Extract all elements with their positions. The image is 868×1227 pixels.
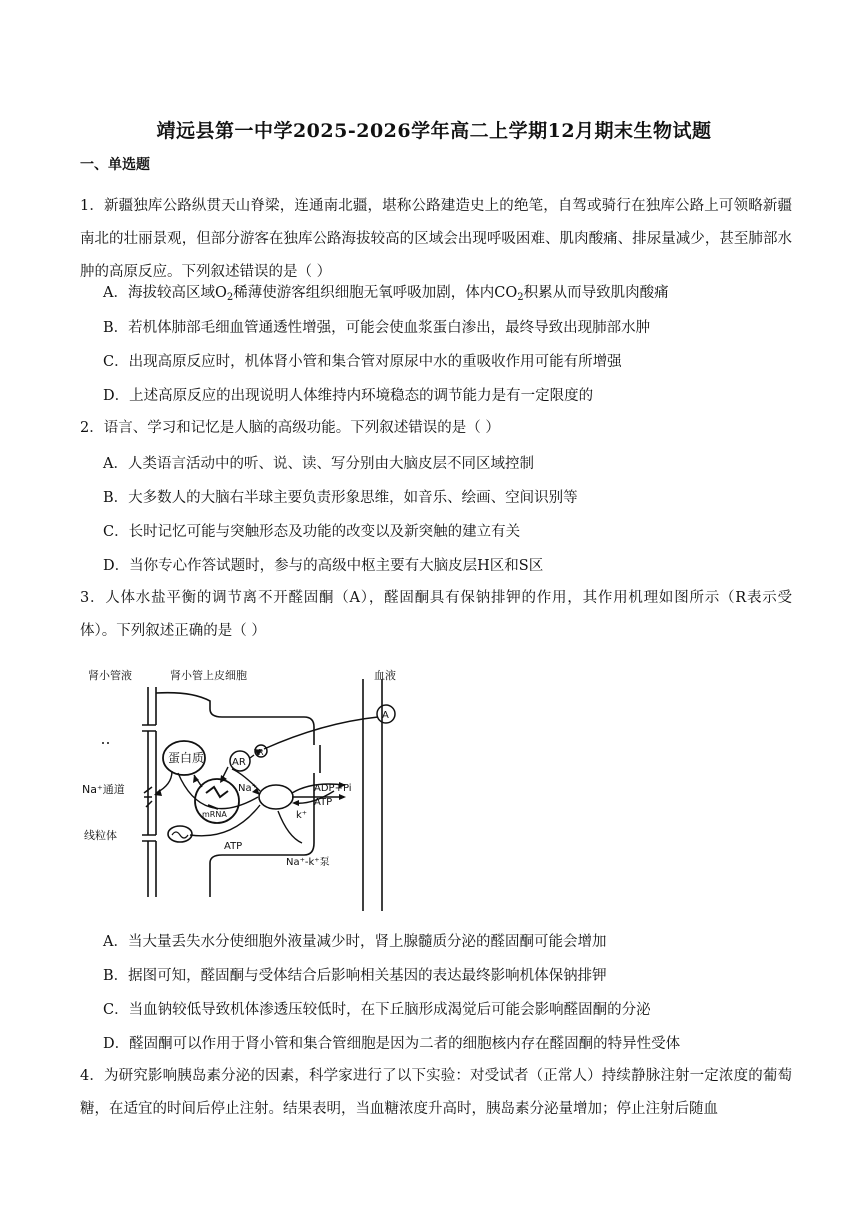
question-2-option-c: C．长时记忆可能与突触形态及功能的改变以及新突触的建立有关 xyxy=(103,524,521,540)
diagram-labels xyxy=(82,668,396,868)
label-na-inside: Na⁺ xyxy=(238,783,257,794)
mitochondrion-cristae xyxy=(172,832,188,838)
na-k-pump xyxy=(259,785,293,809)
label-atp-mito: ATP xyxy=(224,841,243,852)
question-1-option-c: C．出现高原反应时，机体肾小管和集合管对原尿中水的重吸收作用可能有所增强 xyxy=(103,354,622,370)
question-2-option-b: B．大多数人的大脑右半球主要负责形象思维，如音乐、绘画、空间识别等 xyxy=(103,490,578,506)
question-2-stem: 2．语言、学习和记忆是人脑的高级功能。下列叙述错误的是（ ） xyxy=(80,420,500,436)
question-3-option-d: D．醛固酮可以作用于肾小管和集合管细胞是因为二者的细胞核内存在醛固酮的特异性受体 xyxy=(103,1036,681,1052)
question-3-option-a: A．当大量丢失水分使细胞外液量减少时，肾上腺髓质分泌的醛固酮可能会增加 xyxy=(103,934,607,950)
label-epithelial-cell: 肾小管上皮细胞 xyxy=(170,669,247,682)
label-adp-pi: ADP+Pi xyxy=(314,783,352,794)
question-1-option-a: A．海拔较高区域$O_2$稀薄使游客组织细胞无氧呼吸加剧，体内$CO_2$积累从而导致肌肉酸痛 xyxy=(103,285,669,303)
question-2-option-d: D．当你专心作答试题时，参与的高级中枢主要有大脑皮层H区和S区 xyxy=(103,558,544,574)
question-4-stem: 4．为研究影响胰岛素分泌的因素，科学家进行了以下实验：对受试者（正常人）持续静脉注射一定浓度的葡萄糖，在适宜的时间后停止注射。结果表明，当血糖浓度升高时，胰岛素分泌量增加；停止注射后随血 xyxy=(80,1068,792,1117)
label-k: k⁺ xyxy=(296,810,308,821)
question-1-stem: 1．新疆独库公路纵贯天山脊梁，连通南北疆，堪称公路建造史上的绝笔，自驾或骑行在独库公路上可领略新疆南北的壮丽景观，但部分游客在独库公路海拔较高的区域会出现呼吸困难、肌肉酸痛、排尿量减少，甚至肺部水肿的高原反应。下列叙述错误的是（ ） xyxy=(80,198,792,280)
label-na-k-pump: Na⁺-k⁺泵 xyxy=(286,857,330,868)
section-heading: 一、单选题 xyxy=(80,157,150,173)
label-lumen: 肾小管液 xyxy=(88,669,132,682)
arrows xyxy=(156,717,378,843)
na-channel-shape xyxy=(144,787,152,807)
label-atp-pump: ATP xyxy=(314,797,333,808)
label-mitochondrion: 线粒体 xyxy=(84,829,117,842)
question-3-option-c: C．当血钠较低导致机体渗透压较低时，在下丘脑形成渴觉后可能会影响醛固酮的分泌 xyxy=(103,1002,651,1018)
label-ar: AR xyxy=(232,757,246,768)
question-1-option-d: D．上述高原反应的出现说明人体维持内环境稳态的调节能力是有一定限度的 xyxy=(103,388,594,404)
label-a: A xyxy=(382,710,389,721)
label-mrna: mRNA xyxy=(202,810,227,819)
dna-strand xyxy=(206,787,228,809)
question-3-option-b: B．据图可知，醛固酮与受体结合后影响相关基因的表达最终影响机体保钠排钾 xyxy=(103,968,607,984)
question-1-option-b: B．若机体肺部毛细血管通透性增强，可能会使血浆蛋白渗出，最终导致出现肺部水肿 xyxy=(103,320,651,336)
label-blood: 血液 xyxy=(374,669,396,682)
page-title: 靖远县第一中学2025-2026学年高二上学期12月期末生物试题 xyxy=(156,120,712,142)
question-3-stem: 3．人体水盐平衡的调节离不开醛固酮（A），醛固酮具有保钠排钾的作用，其作用机理如图所示（R表示受体）。下列叙述正确的是（ ） xyxy=(80,590,792,639)
label-na-channel: Na⁺通道 xyxy=(82,783,125,796)
aldosterone-mechanism-diagram xyxy=(82,665,412,915)
label-protein: 蛋白质 xyxy=(168,751,205,765)
question-2-option-a: A．人类语言活动中的听、说、读、写分别由大脑皮层不同区域控制 xyxy=(103,456,534,472)
label-r: R xyxy=(258,748,264,757)
